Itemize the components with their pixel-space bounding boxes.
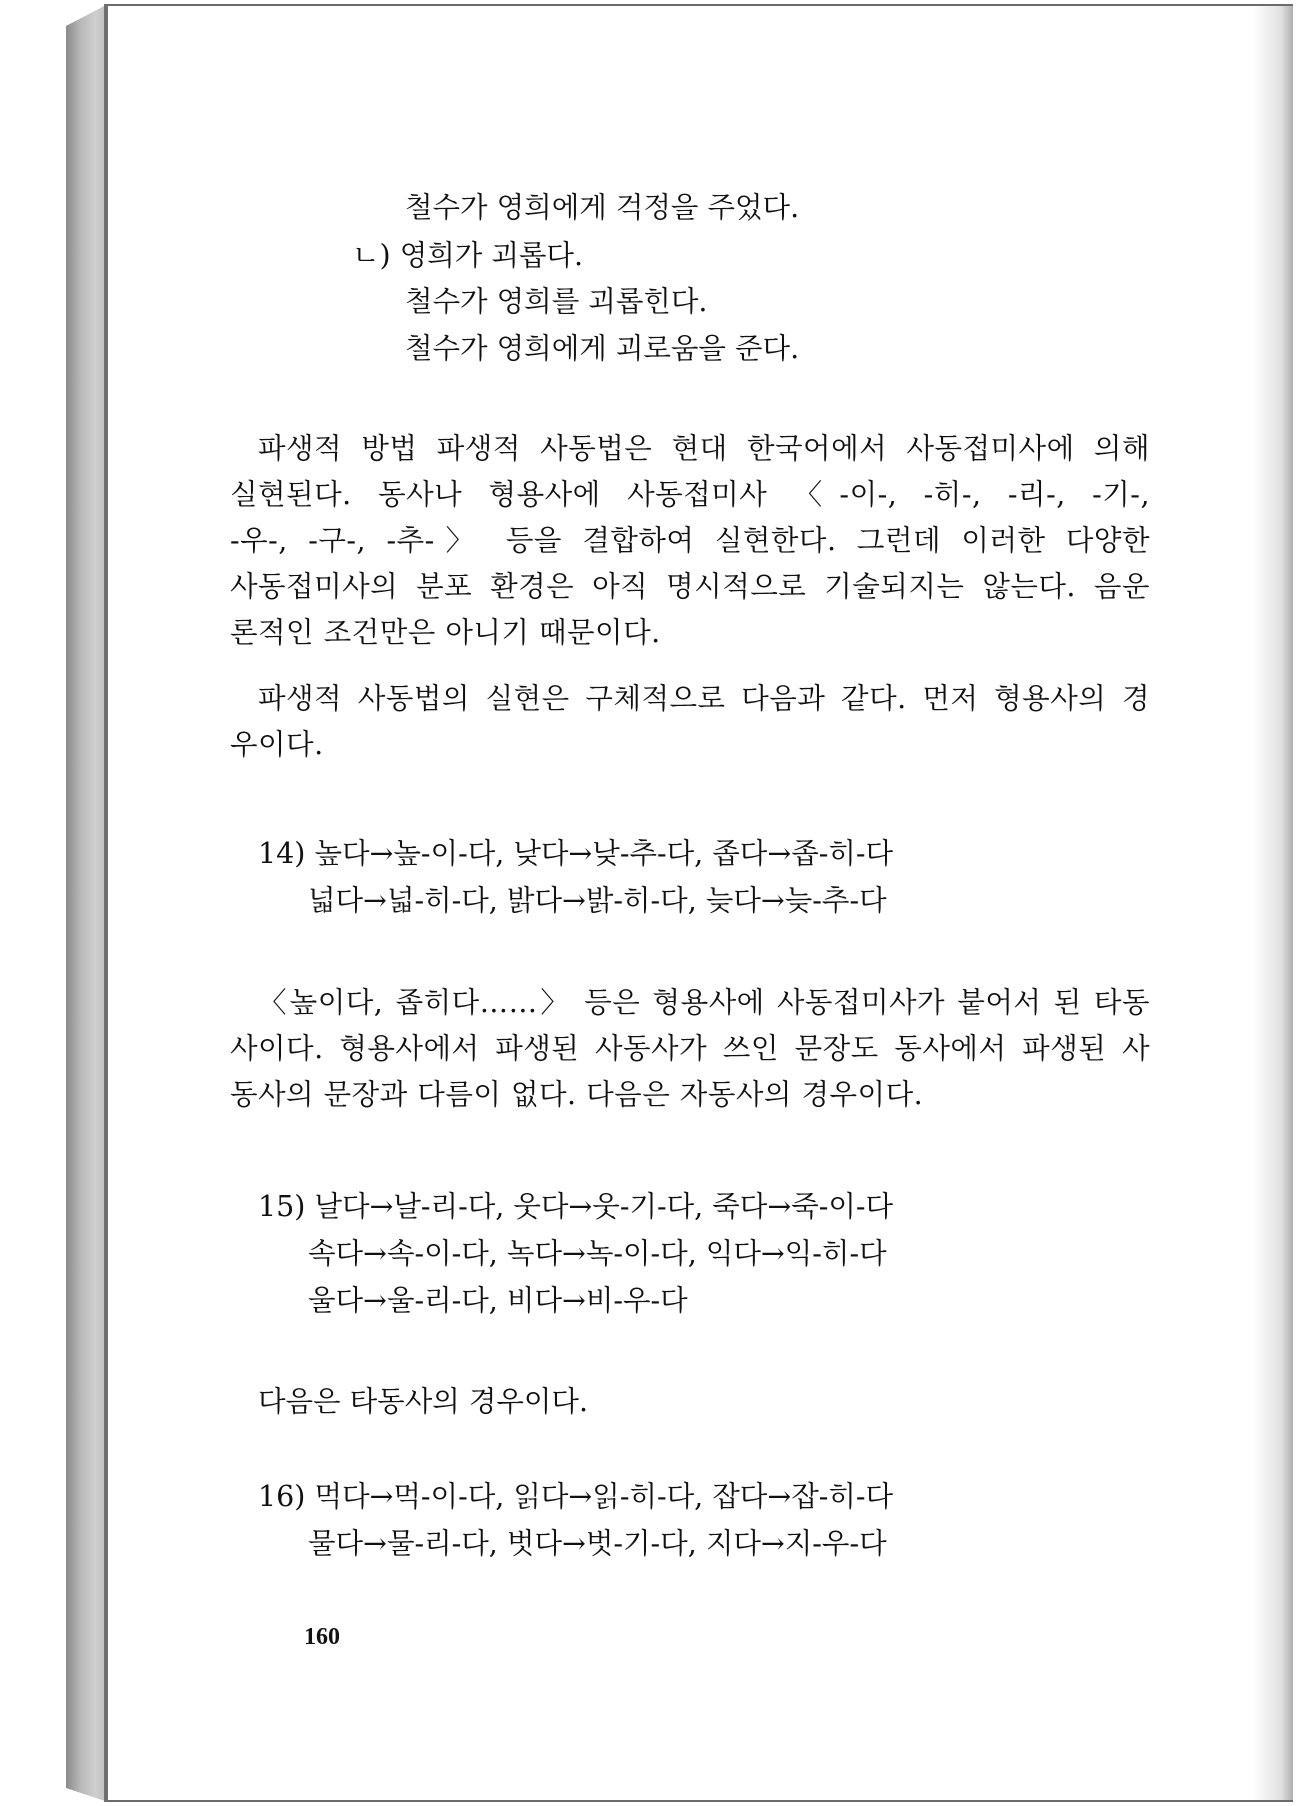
- paragraph-1-line: 실현된다. 동사나 형용사에 사동접미사 〈-이-, -히-, -리-, -기-,: [230, 478, 1150, 511]
- paragraph-2-line: 우이다.: [230, 728, 324, 761]
- paragraph-1-line: 사동접미사의 분포 환경은 아직 명시적으로 기술되지는 않는다. 음운: [230, 570, 1150, 603]
- example-14-line-2: 넓다→넓-히-다, 밝다→밝-히-다, 늦다→늦-추-다: [308, 884, 887, 917]
- example-15-line-1: 15) 날다→날-리-다, 웃다→웃-기-다, 죽다→죽-이-다: [258, 1190, 894, 1223]
- example-13-line-3: 철수가 영희를 괴롭힌다.: [405, 285, 708, 318]
- paragraph-3-line: 사이다. 형용사에서 파생된 사동사가 쓰인 문장도 동사에서 파생된 사: [230, 1032, 1150, 1065]
- example-16-line-1: 16) 먹다→먹-이-다, 읽다→읽-히-다, 잡다→잡-히-다: [258, 1480, 894, 1513]
- example-13-line-4: 철수가 영희에게 괴로움을 준다.: [405, 332, 800, 365]
- paragraph-3-line: 〈높이다, 좁히다……〉 등은 형용사에 사동접미사가 붙어서 된 타동: [258, 986, 1150, 1019]
- paragraph-2: [230, 676, 1150, 768]
- paragraph-1-line: 론적인 조건만은 아니기 때문이다.: [230, 616, 661, 649]
- paragraph-1-line: 파생적 방법 파생적 사동법은 현대 한국어에서 사동접미사에 의해: [258, 432, 1150, 465]
- example-16-line-2: 물다→물-리-다, 벗다→벗-기-다, 지다→지-우-다: [308, 1527, 887, 1560]
- paragraph-1: [230, 426, 1150, 656]
- page: [108, 4, 1293, 1802]
- example-15-line-2: 속다→속-이-다, 녹다→녹-이-다, 익다→익-히-다: [308, 1237, 887, 1270]
- example-13-line-2: ㄴ) 영희가 괴롭다.: [352, 239, 584, 272]
- paragraph-3: [230, 980, 1150, 1118]
- page-edge-shadow: [1253, 6, 1293, 1800]
- book-spine: [66, 4, 108, 1802]
- example-13-line-1: 철수가 영희에게 걱정을 주었다.: [405, 191, 800, 224]
- paragraph-2-line: 파생적 사동법의 실현은 구체적으로 다음과 같다. 먼저 형용사의 경: [258, 682, 1150, 715]
- paragraph-3-line: 동사의 문장과 다름이 없다. 다음은 자동사의 경우이다.: [230, 1078, 924, 1111]
- paragraph-1-line: -우-, -구-, -추-〉 등을 결합하여 실현한다. 그런데 이러한 다양한: [230, 524, 1150, 557]
- example-15-line-3: 울다→울-리-다, 비다→비-우-다: [308, 1284, 688, 1317]
- paragraph-4: 다음은 타동사의 경우이다.: [258, 1385, 589, 1418]
- example-14-line-1: 14) 높다→높-이-다, 낮다→낮-추-다, 좁다→좁-히-다: [258, 837, 894, 870]
- page-number: 160: [304, 1624, 340, 1650]
